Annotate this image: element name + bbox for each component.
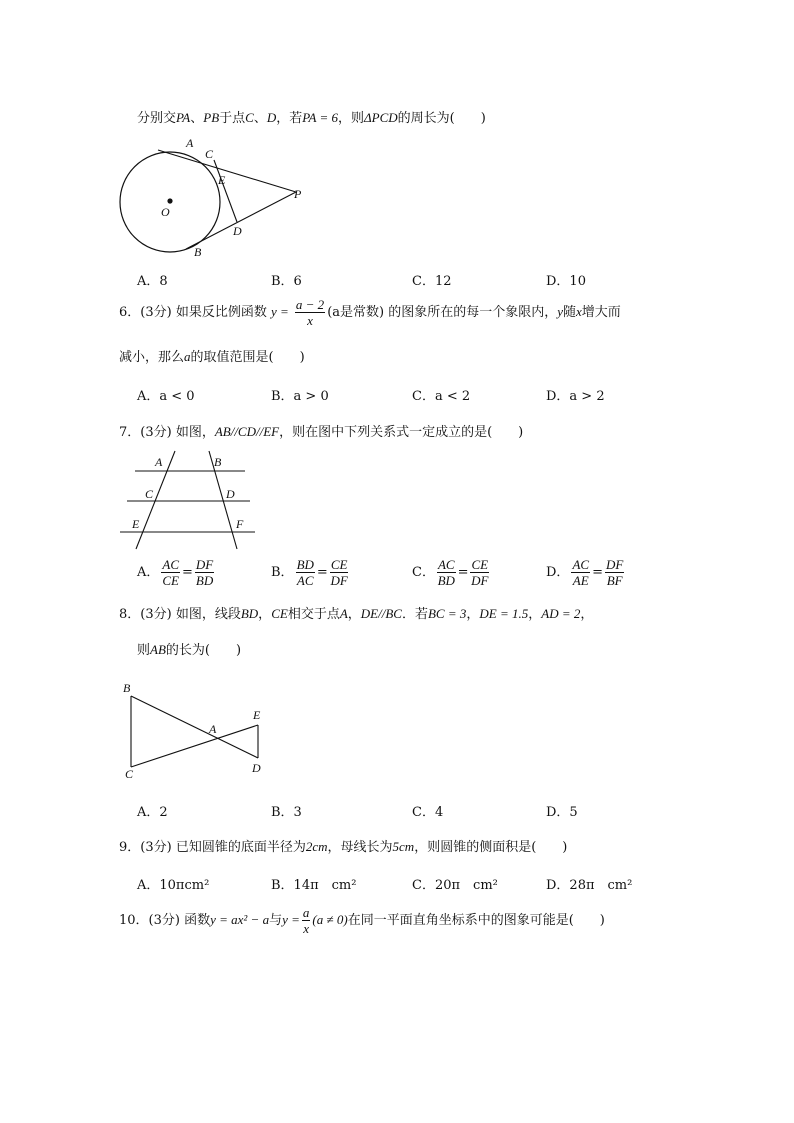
q6-paren: (a是常数) 的图象所在的每一个象限内， xyxy=(327,305,558,320)
q5-label-b: B xyxy=(194,245,202,259)
q7-option-d-d1: AE xyxy=(572,573,589,588)
q7-option-a-frac1 xyxy=(161,558,180,587)
q8-c2: ， xyxy=(347,607,361,622)
q7-option-a-d1: CE xyxy=(162,573,180,588)
q8-label-a: A xyxy=(209,722,217,736)
q8-cond1: DE//BC xyxy=(360,606,402,621)
q7-prefix: 7．(3分) 如图， xyxy=(119,425,215,440)
q10-fraction-num: a xyxy=(302,905,310,920)
q8-segment-ce xyxy=(131,725,258,767)
q5-pb: PB xyxy=(203,110,220,125)
q7-label-b: B xyxy=(214,455,222,469)
q6-line2-b: 的取值范围是( ) xyxy=(190,350,305,365)
q8-mid: 相交于点 xyxy=(287,607,340,622)
q8-line2-b: 的长为( ) xyxy=(165,643,242,658)
q7-option-c-frac2 xyxy=(470,558,489,587)
q5-tri: ΔPCD xyxy=(364,110,398,125)
q5-sep2: 、 xyxy=(253,111,267,126)
q10-suffix: 在同一平面直角坐标系中的图象可能是( ) xyxy=(347,913,605,928)
q8-cond4: AD = 2 xyxy=(541,606,581,621)
q9-option-a[interactable]: A．10πcm² xyxy=(137,878,210,893)
q6-y: y xyxy=(557,304,563,319)
q8-cond2: BC = 3 xyxy=(427,606,467,621)
q10-f2-rhs: (a ≠ 0) xyxy=(312,912,348,927)
q5-d: D xyxy=(266,110,277,125)
q8-label-d: D xyxy=(252,761,261,775)
q7-option-c-n1: AC xyxy=(437,557,455,572)
q8-ce: CE xyxy=(271,606,288,621)
q7-label-d: D xyxy=(226,487,235,501)
q7-option-d-letter: D． xyxy=(546,565,570,580)
q5-text-a: 分别交 xyxy=(137,111,177,126)
q6-option-c[interactable]: C．a < 2 xyxy=(412,389,471,404)
q7-option-a[interactable]: A． $\frac{AC}{CE}$ = $\frac{DF}{BD}$ xyxy=(137,557,214,588)
q7-cond: AB//CD//EF xyxy=(214,424,280,439)
q10-fraction-den: x xyxy=(303,921,310,936)
q8-ab: AB xyxy=(150,642,166,657)
q7-option-b-letter: B． xyxy=(271,565,294,580)
q5-option-d[interactable]: D．10 xyxy=(546,274,586,289)
q7-option-d-n2: DF xyxy=(605,557,624,572)
q8-text-line2 xyxy=(137,639,241,658)
q6-option-d[interactable]: D．a > 2 xyxy=(546,389,605,404)
q8-a: A xyxy=(339,606,348,621)
q7-option-a-frac2 xyxy=(195,558,214,587)
q9-c: ，则圆锥的侧面积是( ) xyxy=(414,840,568,855)
q6-option-b[interactable]: B．a > 0 xyxy=(271,389,329,404)
q5-text-e: 的周长为( ) xyxy=(397,111,486,126)
q5-tangent-pb xyxy=(186,192,296,249)
q10-fraction xyxy=(302,906,311,935)
q5-text-b: 于点 xyxy=(219,111,246,126)
q9-option-b[interactable]: B．14π cm² xyxy=(271,878,357,893)
q7-option-d-frac1 xyxy=(571,558,590,587)
q8-c3: ．若 xyxy=(401,607,428,622)
q8-segment-bd xyxy=(131,696,258,758)
q10-prefix: 10．(3分) 函数 xyxy=(119,913,211,928)
q8-c4: ， xyxy=(466,607,480,622)
q7-option-b-n2: CE xyxy=(330,557,348,572)
q5-text-c: ，若 xyxy=(276,111,303,126)
q5-text-d: ，则 xyxy=(338,111,365,126)
q5-c: C xyxy=(245,110,254,125)
q7-option-c-frac1 xyxy=(437,558,456,587)
q7-option-b[interactable]: B． $\frac{BD}{AC}$ = $\frac{CE}{DF}$ xyxy=(271,557,348,588)
q6-fraction xyxy=(295,298,325,327)
q5-label-a: A xyxy=(186,136,194,150)
q7-option-d-n1: AC xyxy=(572,557,590,572)
q5-option-c[interactable]: C．12 xyxy=(412,274,452,289)
q5-label-e: E xyxy=(218,173,226,187)
q6-mid: 随 xyxy=(563,305,577,320)
q8-figure xyxy=(115,678,275,778)
q6-text-line2 xyxy=(119,346,305,365)
q5-segment-cd xyxy=(214,160,237,222)
q5-tangent-pa xyxy=(158,150,296,192)
q7-label-f: F xyxy=(236,517,244,531)
q9-a: 9．(3分) 已知圆锥的底面半径为 xyxy=(119,840,306,855)
q8-option-b[interactable]: B．3 xyxy=(271,805,302,820)
q8-c6: ， xyxy=(580,607,594,622)
q8-c1: ， xyxy=(258,607,272,622)
q7-figure xyxy=(115,448,265,553)
q7-suffix: ，则在图中下列关系式一定成立的是( ) xyxy=(279,425,524,440)
q8-c5: ， xyxy=(528,607,542,622)
q5-text xyxy=(137,107,486,126)
q7-label-c: C xyxy=(145,487,154,501)
q8-label-c: C xyxy=(125,767,134,778)
q7-label-a: A xyxy=(155,455,163,469)
q8-option-d[interactable]: D．5 xyxy=(546,805,578,820)
q6-line2-a: 减小，那么 xyxy=(119,350,185,365)
q7-option-c-letter: C． xyxy=(412,565,435,580)
q6-fraction-num: a − 2 xyxy=(295,297,325,312)
q7-option-a-letter: A． xyxy=(137,565,160,580)
q7-option-b-n1: BD xyxy=(296,557,314,572)
q9-text xyxy=(119,836,567,855)
q9-option-c[interactable]: C．20π cm² xyxy=(412,878,498,893)
q8-line2-a: 则 xyxy=(137,643,151,658)
q5-label-d: D xyxy=(233,224,242,238)
q5-option-a[interactable]: A．8 xyxy=(137,274,168,289)
q8-cond3: DE = 1.5 xyxy=(479,606,529,621)
q6-end: 增大而 xyxy=(581,305,621,320)
q6-option-a[interactable]: A．a < 0 xyxy=(137,389,195,404)
q7-option-b-frac2 xyxy=(330,558,349,587)
q10-text xyxy=(119,906,605,935)
q6-fraction-den: x xyxy=(307,313,313,328)
q7-option-b-d1: AC xyxy=(296,573,314,588)
q10-f1: y = ax² − a xyxy=(210,912,270,927)
q8-text xyxy=(119,603,593,622)
q5-option-b[interactable]: B．6 xyxy=(271,274,302,289)
q7-option-a-n2: DF xyxy=(195,557,214,572)
q6-a: a xyxy=(184,349,191,364)
q9-option-d[interactable]: D．28π cm² xyxy=(546,878,633,893)
q7-option-c-n2: CE xyxy=(471,557,489,572)
q8-bd: BD xyxy=(240,606,259,621)
q9-r: 2cm xyxy=(305,839,328,854)
q7-option-b-frac1 xyxy=(296,558,315,587)
q8-label-e: E xyxy=(253,708,261,722)
q6-x: x xyxy=(576,304,582,319)
q7-option-a-d2: BD xyxy=(195,573,214,588)
q7-option-c-d1: BD xyxy=(437,573,455,588)
q5-center-dot xyxy=(167,198,172,203)
q5-label-p: P xyxy=(294,187,302,201)
q8-prefix: 8．(3分) 如图，线段 xyxy=(119,607,241,622)
q9-b: ，母线长为 xyxy=(327,840,393,855)
q8-option-a[interactable]: A．2 xyxy=(137,805,168,820)
q6-text xyxy=(119,298,621,327)
q7-option-d-frac2 xyxy=(605,558,624,587)
q5-pa: PA xyxy=(176,110,191,125)
q5-label-o: O xyxy=(161,205,170,219)
q7-option-a-n1: AC xyxy=(162,557,180,572)
q7-option-c[interactable]: C． $\frac{AC}{BD}$ = $\frac{CE}{DF}$ xyxy=(412,557,489,588)
q5-cond: PA = 6 xyxy=(302,110,338,125)
q10-f2-lhs: y = xyxy=(282,912,300,927)
q7-option-c-d2: DF xyxy=(471,573,489,588)
q6-prefix: 6．(3分) 如果反比例函数 xyxy=(119,305,267,320)
q8-label-b: B xyxy=(123,681,131,695)
q6-func-lhs: y = xyxy=(270,304,289,319)
q5-label-c: C xyxy=(205,147,214,161)
q9-l: 5cm xyxy=(392,839,415,854)
q7-option-d[interactable]: D． $\frac{AC}{AE}$ = $\frac{DF}{BF}$ xyxy=(546,557,624,588)
q10-mid: 与 xyxy=(269,913,283,928)
q7-label-e: E xyxy=(132,517,140,531)
q7-text xyxy=(119,421,523,440)
q5-figure xyxy=(110,135,310,265)
q7-option-d-d2: BF xyxy=(606,573,623,588)
q7-option-b-d2: DF xyxy=(330,573,348,588)
q5-sep1: 、 xyxy=(190,111,204,126)
q8-option-c[interactable]: C．4 xyxy=(412,805,444,820)
